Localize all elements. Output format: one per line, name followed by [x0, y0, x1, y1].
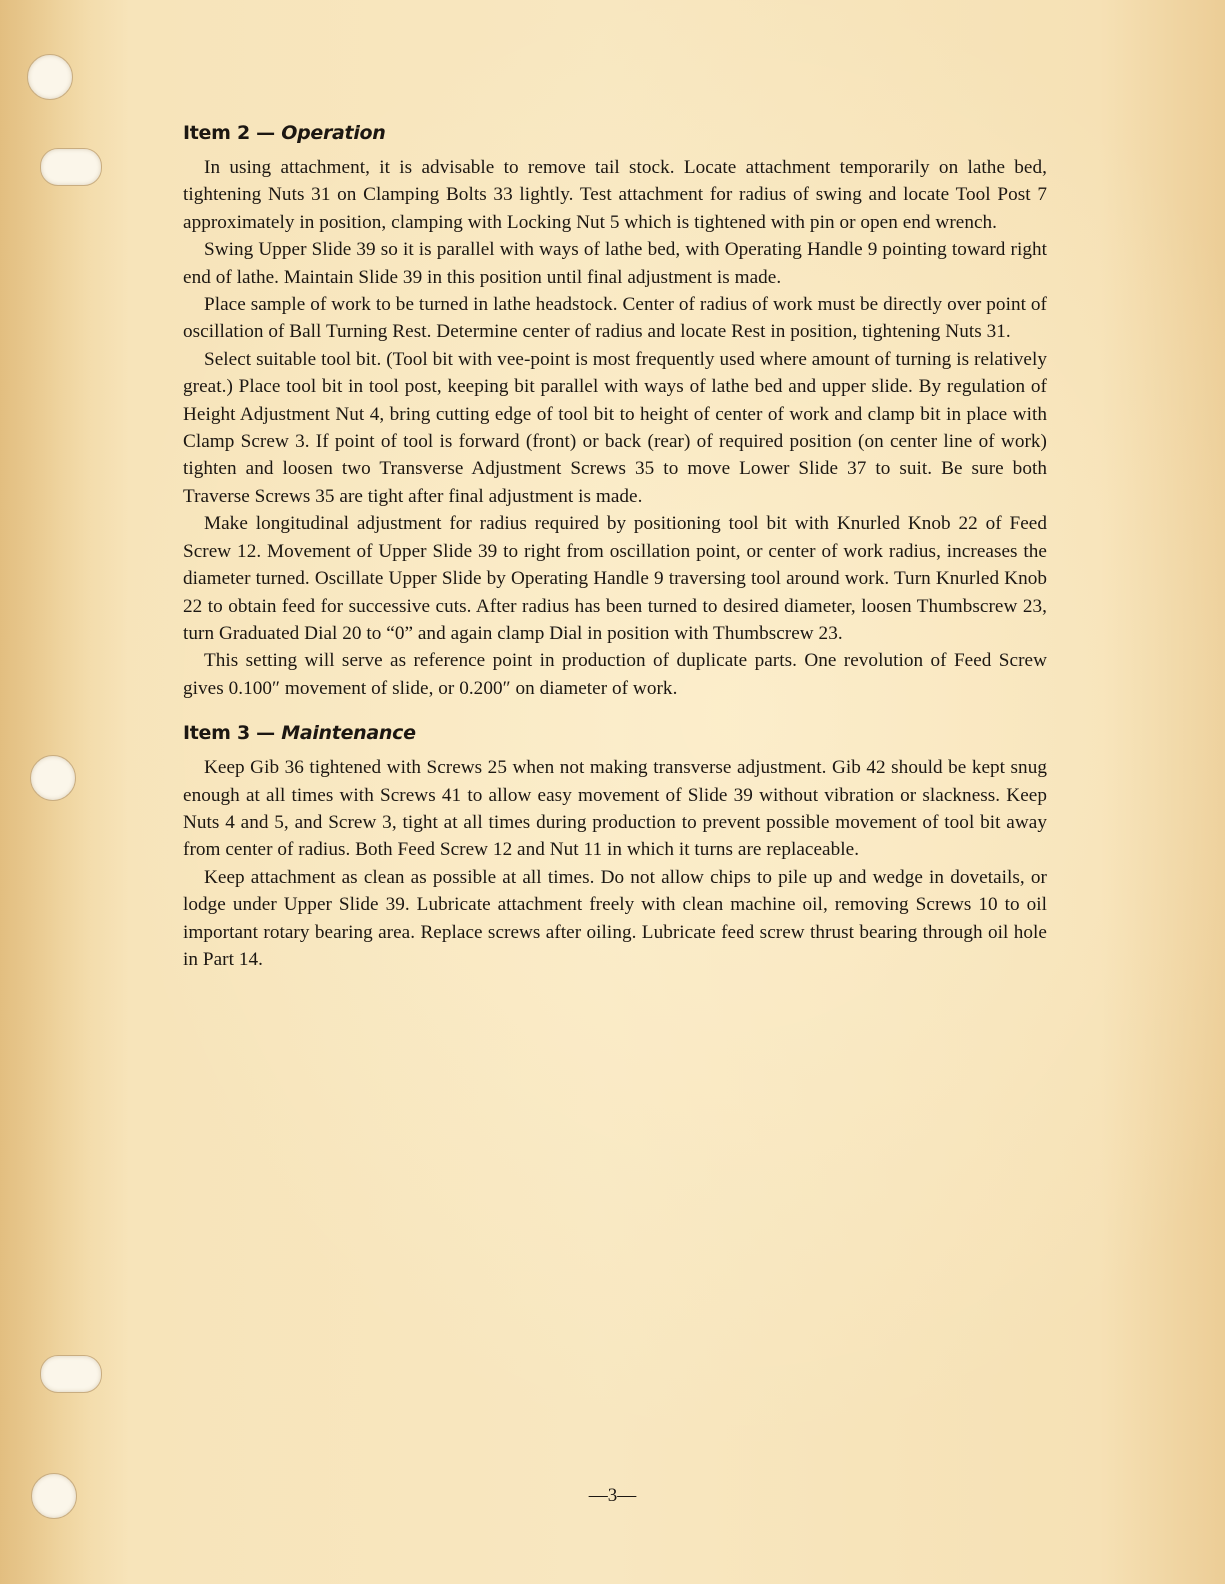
page-number: —3— — [588, 1485, 637, 1506]
slot-hole-lower — [40, 1355, 102, 1393]
paragraph: Select suitable tool bit. (Tool bit with vee-point is most frequently used where amount of turning is relatively great.) Place tool bit in tool post, keeping bit parallel with ways of lathe bed and upper slide. By regulation of Height Adjustment Nut 4, bring cutting edge of tool bit to height of center of work and clamp bit in place with Clamp Screw 3. If point of tool is forward (front) or back (rear) of required position (on center line of work) tighten and loosen two Transverse Adjustment Screws 35 to move Lower Slide 37 to suit. Be sure both Traverse Screws 35 are tight after final adjustment is made. — [183, 348, 1047, 507]
section-heading — [183, 118, 1047, 148]
paragraph: Place sample of work to be turned in lathe headstock. Center of radius of work must be directly over point of oscillation of Ball Turning Rest. Determine center of radius and locate Rest in position, tightening Nuts 31. — [183, 294, 1047, 343]
section-heading — [183, 718, 1047, 748]
item-title: Operation — [281, 122, 386, 144]
paragraph: This setting will serve as reference point in production of duplicate parts. One revolution of Feed Screw gives 0.100″ movement of slide, or 0.200″ on diameter of work. — [183, 650, 1047, 699]
paragraph: Keep attachment as clean as possible at all times. Do not allow chips to pile up and wedge in dovetails, or lodge under Upper Slide 39. Lubricate attachment freely with clean machine oil, removing Screws 10 to oil important rotary bearing area. Replace screws after oiling. Lubricate feed screw thrust bearing through oil hole in Part 14. — [183, 866, 1047, 970]
punch-hole-middle — [30, 755, 76, 801]
paragraph: Keep Gib 36 tightened with Screws 25 when not making transverse adjustment. Gib 42 should be kept snug enough at all times with Screws 41 to allow easy movement of Slide 39 without vibration or slackness. Keep Nuts 4 and 5, and Screw 3, tight at all times during production to prevent possible movement of tool bit away from center of radius. Both Feed Screw 12 and Nut 11 in which it turns are replaceable. — [183, 757, 1047, 861]
item-label: Item 3 — — [183, 722, 275, 745]
punch-hole-top — [27, 54, 73, 100]
section-operation — [183, 118, 1047, 702]
page-content — [183, 118, 1047, 973]
slot-hole-upper — [40, 148, 102, 186]
section-maintenance — [183, 718, 1047, 973]
paragraph: Swing Upper Slide 39 so it is parallel with ways of lathe bed, with Operating Handle 9 pointing toward right end of lathe. Maintain Slide 39 in this position until final adjustment is made. — [183, 239, 1047, 288]
paragraph: In using attachment, it is advisable to remove tail stock. Locate attachment temporarily on lathe bed, tightening Nuts 31 on Clamping Bolts 33 lightly. Test attachment for radius of swing and locate Tool Post 7 approximately in position, clamping with Locking Nut 5 which is tightened with pin or open end wrench. — [183, 157, 1047, 233]
paragraph: Make longitudinal adjustment for radius required by positioning tool bit with Knurled Knob 22 of Feed Screw 12. Movement of Upper Slide 39 to right from oscillation point, or center of work radius, increases the diameter turned. Oscillate Upper Slide by Operating Handle 9 traversing tool around work. Turn Knurled Knob 22 to obtain feed for successive cuts. After radius has been turned to desired diameter, loosen Thumbscrew 23, turn Graduated Dial 20 to “0” and again clamp Dial in position with Thumbscrew 23. — [183, 513, 1047, 644]
item-title: Maintenance — [281, 722, 416, 745]
item-label: Item 2 — — [183, 122, 275, 144]
